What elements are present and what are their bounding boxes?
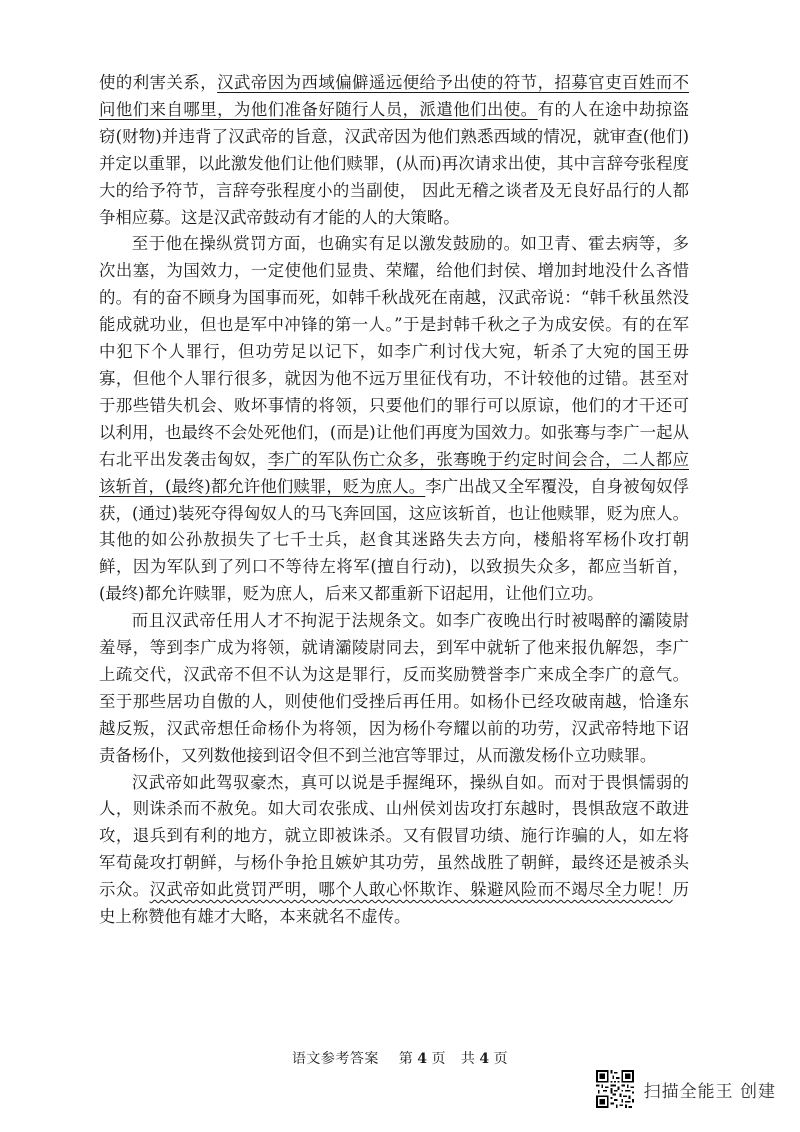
footer-total-number: 4 (479, 1051, 490, 1067)
underlined-segment: 汉武帝因为西域偏僻遥远便给予出使的符节，招募官吏百姓而不问他们来自哪里，为他们准备好随行人员，派遣他们出使。 (99, 73, 690, 119)
text-segment: 使的利害关系， (99, 73, 218, 92)
qr-code-icon (596, 1070, 634, 1108)
text-segment: 汉武帝如此驾驭豪杰，真可以说是手握绳环，操纵自如。而对于畏惧懦弱的人，则诛杀而不赦免。如大司农张成、山州侯刘齿攻打东越时，畏惧敌寇不敢进攻，退兵到有利的地方，就立即被诛杀。又有假冒功绩、施行诈骗的人，如左将军荀彘攻打朝鲜，与杨仆争抢且嫉妒其功劳，虽然战胜了朝鲜，最终还是被杀头示众。 (99, 772, 689, 900)
text-segment: 而且汉武帝任用人才不拘泥于法规条文。如李广夜晚出行时被喝醉的灞陵尉羞辱，等到李广成为将领，就请灞陵尉同去，到军中就斩了他来报仇解怨，李广上疏交代，汉武帝不但不认为这是罪行，反而奖励赞誉李广来成全李广的意气。至于那些居功自傲的人，则使他们受挫后再任用。如杨仆已经攻破南越，恰逢东越反叛，汉武帝想任命杨仆为将领，因为杨仆夸耀以前的功劳，汉武帝特地下诏责备杨仆，又列数他接到诏令但不到兰池宫等罪过，从而激发杨仆立功赎罪。 (99, 611, 689, 765)
footer-total-prefix: 共 (460, 1051, 476, 1067)
text-segment: 至于他在操纵赏罚方面，也确实有足以激发鼓励的。如卫青、霍去病等，多次出塞，为国效力，一定使他们显贵、荣耀，给他们封侯、增加封地没什么吝惜的。有的奋不顾身为国事而死，如韩千秋战死在南越，汉武帝说：“韩千秋虽然没能成就功业，但也是军中冲锋的第一人。”于是封韩千秋之子为成安侯。有的在军中犯下个人罪行，但功劳足以记下，如李广利讨伐大宛，斩杀了大宛的国王毋寡，但他个人罪行很多，就因为他不远万里征伐有功，不计较他的过错。甚至对于那些错失机会、败坏事情的将领，只要他们的罪行可以原谅，他们的才干还可以利用，也最终不会处死他们，(而是)让他们再度为国效力。如张骞与李广一起从右北平出发袭击匈奴， (99, 234, 689, 469)
document-body (99, 70, 689, 931)
scanner-watermark (596, 1070, 776, 1108)
paragraph-2 (99, 231, 689, 608)
paragraph-4 (99, 770, 689, 931)
watermark-text: 扫描全能王 创建 (643, 1081, 776, 1102)
text-segment: 有的人在途中劫掠盗窃(财物)并违背了汉武帝的旨意，汉武帝因为他们熟悉西域的情况，就审查(他们)并定以重罪，以此激发他们让他们赎罪，(从而)再次请求出使，其中言辞夸张程度大的给予符节，言辞夸张程度小的当副使， 因此无稽之谈者及无良好品行的人都争相应募。这是汉武帝鼓动有才能的人的大策略。 (99, 99, 689, 227)
text-segment: 历史上称赞他有雄才大略，本来就名不虚传。 (99, 880, 690, 927)
footer-page-mid: 页 (431, 1051, 446, 1067)
underlined-segment: 李广的军队伤亡众多，张骞晚于约定时间会合，二人都应该斩首，(最终)都允许他们赎罪，贬为庶人。 (99, 449, 690, 496)
paragraph-3 (99, 608, 689, 769)
footer-total-suffix: 页 (493, 1051, 509, 1067)
paragraph-1 (99, 70, 689, 231)
text-segment: 李广出战又全军覆没，自身被匈奴俘获，(通过)装死夺得匈奴人的马飞奔回国，这应该斩首，也让他赎罪，贬为庶人。其他的如公孙敖损失了七千士兵，赵食其迷路失去方向，楼船将军杨仆攻打朝鲜，因为军队到了列口不等待左将军(擅自行动)，以致损失众多，都应当斩首，(最终)都允许赎罪，贬为庶人，后来又都重新下诏起用，让他们立功。 (99, 476, 690, 604)
footer-page-number: 4 (417, 1051, 428, 1067)
footer-page-prefix: 第 (398, 1051, 414, 1067)
footer-label: 语文参考答案 (291, 1051, 379, 1067)
wavy-underlined-segment: 汉武帝如此赏罚严明，哪个人敢心怀欺诈、躲避风险而不竭尽全力呢！ (149, 880, 673, 900)
page-footer (0, 1048, 800, 1068)
